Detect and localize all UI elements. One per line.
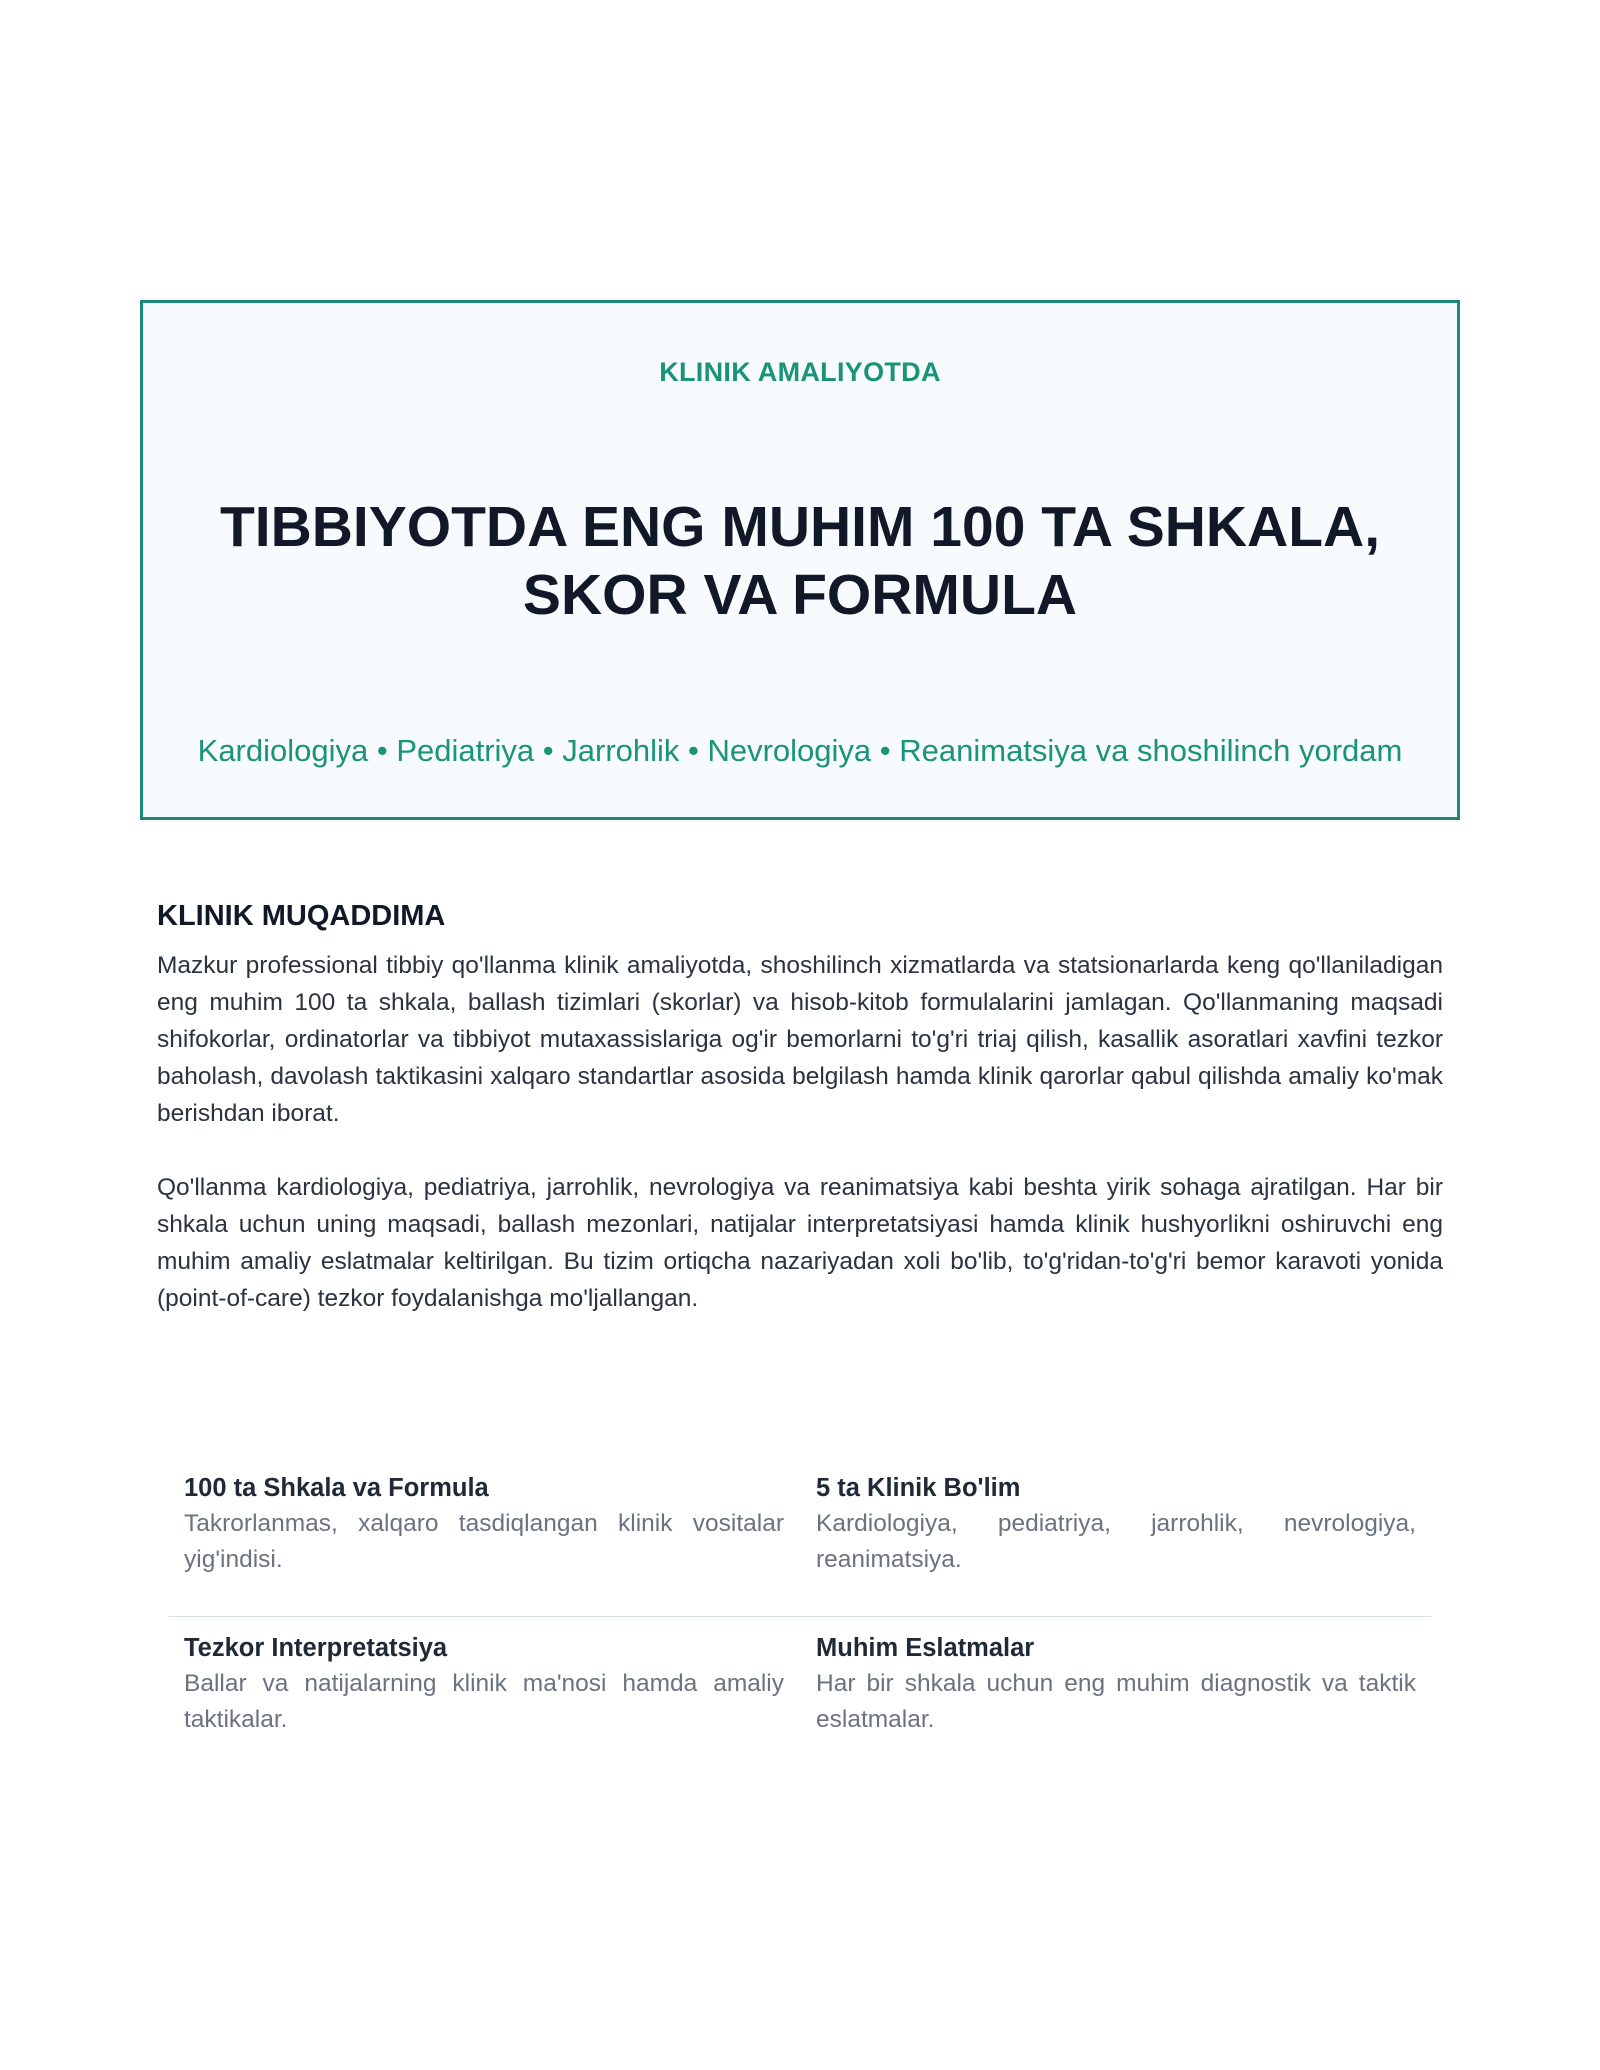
feature-description: Har bir shkala uchun eng muhim diagnostik va taktik eslatmalar. (816, 1670, 1416, 1733)
features-grid (168, 1470, 1432, 1738)
feature-item (168, 1470, 800, 1578)
feature-item (800, 1470, 1432, 1578)
features-row-1 (168, 1470, 1432, 1617)
feature-title: Tezkor Interpretatsiya (184, 1634, 448, 1662)
cover-box (140, 300, 1460, 820)
feature-item (168, 1630, 800, 1738)
cover-subtitle: Kardiologiya • Pediatriya • Jarrohlik • Nevrologiya • Reanimatsiya va shoshilinch yordam (197, 733, 1403, 768)
feature-description: Kardiologiya, pediatriya, jarrohlik, nevrologiya, reanimatsiya. (816, 1510, 1416, 1573)
intro-section (157, 900, 1443, 1317)
feature-title: Muhim Eslatmalar (816, 1634, 1035, 1662)
cover-title-line-2: SKOR VA FORMULA (522, 563, 1078, 627)
cover-title (183, 493, 1417, 629)
feature-description: Ballar va natijalarning klinik ma'nosi hamda amaliy taktikalar. (184, 1670, 784, 1733)
intro-paragraph-1: Mazkur professional tibbiy qo'llanma klinik amaliyotda, shoshilinch xizmatlarda va statsionarlarda keng qo'llaniladigan eng muhim 100 ta shkala, ballash tizimlari (skorlar) va hisob-kitob formulalarini jamlagan. Qo'llanmaning maqsadi shifokorlar, ordinatorlar va tibbiyot mutaxassislariga og'ir bemorlarni to'g'ri triaj qilish, kasallik asoratlari xavfini tezkor baholash, davolash taktikasini xalqaro standartlar asosida belgilash hamda klinik qarorlar qabul qilishda amaliy ko'mak berishdan iborat. (157, 952, 1443, 1127)
feature-description: Takrorlanmas, xalqaro tasdiqlangan klinik vositalar yig'indisi. (184, 1510, 784, 1573)
cover-eyebrow: KLINIK AMALIYOTDA (659, 357, 941, 387)
feature-title: 100 ta Shkala va Formula (184, 1474, 489, 1502)
intro-heading: KLINIK MUQADDIMA (157, 900, 446, 932)
feature-item (800, 1630, 1432, 1738)
feature-title: 5 ta Klinik Bo'lim (816, 1474, 1021, 1502)
features-row-2 (168, 1617, 1432, 1738)
cover-title-line-1: TIBBIYOTDA ENG MUHIM 100 TA SHKALA, (219, 495, 1381, 559)
intro-paragraph-2: Qo'llanma kardiologiya, pediatriya, jarrohlik, nevrologiya va reanimatsiya kabi beshta yirik sohaga ajratilgan. Har bir shkala uchun uning maqsadi, ballash mezonlari, natijalar interpretatsiyasi hamda klinik hushyorlikni oshiruvchi eng muhim amaliy eslatmalar keltirilgan. Bu tizim ortiqcha nazariyadan xoli bo'lib, to'g'ridan-to'g'ri bemor karavoti yonida (point-of-care) tezkor foydalanishga mo'ljallangan. (157, 1174, 1443, 1312)
